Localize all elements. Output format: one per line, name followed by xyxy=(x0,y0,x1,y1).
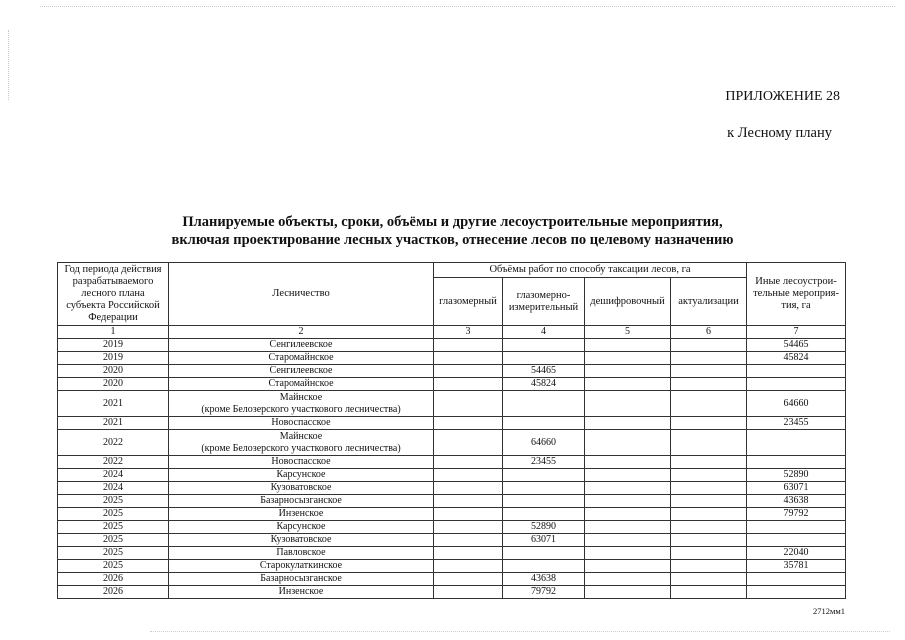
cell-eye-measure: 23455 xyxy=(503,456,585,469)
cell-eye xyxy=(434,482,503,495)
cell-eye-measure xyxy=(503,560,585,573)
cell-year: 2021 xyxy=(58,417,169,430)
forestry-line: Павловское xyxy=(276,547,326,558)
cell-update xyxy=(671,521,747,534)
forestry-line: (кроме Белозерского участкового лесничества) xyxy=(201,403,401,415)
table-row xyxy=(58,339,846,352)
table-row xyxy=(58,456,846,469)
header-update: актуализации xyxy=(671,278,747,326)
cell-other xyxy=(747,365,846,378)
column-number: 7 xyxy=(747,326,846,339)
table-row xyxy=(58,482,846,495)
cell-year: 2025 xyxy=(58,508,169,521)
cell-other: 64660 xyxy=(747,391,846,417)
cell-update xyxy=(671,495,747,508)
cell-other: 35781 xyxy=(747,560,846,573)
cell-forestry xyxy=(169,339,434,352)
cell-update xyxy=(671,456,747,469)
cell-eye-measure: 43638 xyxy=(503,573,585,586)
document-title xyxy=(0,213,905,249)
cell-eye-measure xyxy=(503,391,585,417)
cell-other xyxy=(747,534,846,547)
cell-forestry xyxy=(169,391,434,417)
appendix-subtitle: к Лесному плану xyxy=(727,125,832,141)
cell-update xyxy=(671,482,747,495)
cell-forestry xyxy=(169,378,434,391)
table-row xyxy=(58,469,846,482)
cell-forestry xyxy=(169,482,434,495)
header-volumes-group: Объёмы работ по способу таксации лесов, га xyxy=(434,263,747,278)
cell-eye xyxy=(434,456,503,469)
header-year-line: лесного плана xyxy=(81,288,145,299)
forestry-line: Инзенское xyxy=(278,586,324,597)
cell-eye-measure: 52890 xyxy=(503,521,585,534)
cell-other xyxy=(747,456,846,469)
cell-forestry xyxy=(169,352,434,365)
cell-decoding xyxy=(585,417,671,430)
forestry-line: Майнское xyxy=(279,430,323,442)
cell-eye-measure xyxy=(503,417,585,430)
table-row xyxy=(58,417,846,430)
cell-decoding xyxy=(585,378,671,391)
header-year-line: разрабатываемого xyxy=(72,276,154,287)
cell-eye xyxy=(434,495,503,508)
cell-update xyxy=(671,352,747,365)
cell-decoding xyxy=(585,391,671,417)
cell-other xyxy=(747,586,846,599)
forestry-line: Майнское xyxy=(279,391,323,403)
cell-year: 2020 xyxy=(58,378,169,391)
cell-forestry xyxy=(169,547,434,560)
header-eye-measure-line: измерительный xyxy=(508,301,579,313)
cell-eye-measure: 79792 xyxy=(503,586,585,599)
cell-decoding xyxy=(585,482,671,495)
forestry-line: Кузоватовское xyxy=(270,534,332,545)
forestry-line: Сенгилеевское xyxy=(269,365,333,376)
cell-decoding xyxy=(585,339,671,352)
cell-update xyxy=(671,586,747,599)
cell-update xyxy=(671,417,747,430)
cell-decoding xyxy=(585,365,671,378)
header-other-line: Иные лесоустрои- xyxy=(755,276,837,287)
cell-eye-measure xyxy=(503,508,585,521)
cell-update xyxy=(671,391,747,417)
forestry-line: Карсунское xyxy=(276,521,326,532)
cell-other: 23455 xyxy=(747,417,846,430)
cell-forestry xyxy=(169,417,434,430)
forestry-line: Кузоватовское xyxy=(270,482,332,493)
title-line-2: включая проектирование лесных участков, отнесение лесов по целевому назначению xyxy=(171,232,734,248)
cell-other xyxy=(747,573,846,586)
cell-update xyxy=(671,430,747,456)
table-row xyxy=(58,430,846,456)
forestry-line: Старомайнское xyxy=(268,378,334,389)
cell-year: 2019 xyxy=(58,339,169,352)
cell-year: 2022 xyxy=(58,456,169,469)
header-decoding: дешифровочный xyxy=(585,278,671,326)
cell-decoding xyxy=(585,456,671,469)
table-row xyxy=(58,560,846,573)
cell-update xyxy=(671,378,747,391)
cell-eye xyxy=(434,521,503,534)
forestry-line: Сенгилеевское xyxy=(269,339,333,350)
cell-other xyxy=(747,430,846,456)
forestry-line: Карсунское xyxy=(276,469,326,480)
cell-decoding xyxy=(585,352,671,365)
forestry-line: Старомайнское xyxy=(268,352,334,363)
column-number: 3 xyxy=(434,326,503,339)
cell-decoding xyxy=(585,547,671,560)
forestry-line: Базарносызганское xyxy=(260,573,342,584)
cell-eye-measure: 63071 xyxy=(503,534,585,547)
cell-update xyxy=(671,573,747,586)
cell-update xyxy=(671,560,747,573)
cell-forestry xyxy=(169,456,434,469)
cell-eye xyxy=(434,365,503,378)
table-row xyxy=(58,378,846,391)
table-row xyxy=(58,352,846,365)
header-forestry: Лесничество xyxy=(169,263,434,326)
cell-eye xyxy=(434,547,503,560)
forestry-line: Новоспасское xyxy=(271,456,331,467)
cell-eye xyxy=(434,352,503,365)
cell-update xyxy=(671,508,747,521)
table-row xyxy=(58,547,846,560)
cell-forestry xyxy=(169,586,434,599)
cell-eye-measure: 45824 xyxy=(503,378,585,391)
title-line-1: Планируемые объекты, сроки, объёмы и другие лесоустроительные мероприятия, xyxy=(182,214,723,230)
cell-other: 79792 xyxy=(747,508,846,521)
appendix-label: ПРИЛОЖЕНИЕ 28 xyxy=(725,89,840,104)
column-number-row xyxy=(58,326,846,339)
cell-other: 45824 xyxy=(747,352,846,365)
header-eye: глазомерный xyxy=(434,278,503,326)
cell-forestry xyxy=(169,560,434,573)
header-year-line: Год периода действия xyxy=(64,264,162,275)
header-year xyxy=(58,263,169,326)
cell-forestry xyxy=(169,521,434,534)
header-other-activities xyxy=(747,263,846,326)
header-year-line: Федерации xyxy=(88,312,138,323)
cell-decoding xyxy=(585,586,671,599)
table-row xyxy=(58,586,846,599)
cell-year: 2025 xyxy=(58,547,169,560)
forestry-line: Базарносызганское xyxy=(260,495,342,506)
table-body xyxy=(58,339,846,599)
header-other-line: тельные мероприя- xyxy=(753,288,839,299)
cell-other xyxy=(747,378,846,391)
cell-forestry xyxy=(169,573,434,586)
cell-eye xyxy=(434,469,503,482)
forestry-line: Новоспасское xyxy=(271,417,331,428)
cell-other: 22040 xyxy=(747,547,846,560)
cell-eye xyxy=(434,417,503,430)
cell-year: 2021 xyxy=(58,391,169,417)
header-eye-measure xyxy=(503,278,585,326)
cell-update xyxy=(671,547,747,560)
scan-artifact-bottom xyxy=(150,631,890,632)
cell-year: 2020 xyxy=(58,365,169,378)
cell-decoding xyxy=(585,560,671,573)
cell-decoding xyxy=(585,469,671,482)
cell-eye xyxy=(434,391,503,417)
cell-eye-measure xyxy=(503,352,585,365)
cell-eye-measure: 64660 xyxy=(503,430,585,456)
table-row xyxy=(58,521,846,534)
forestry-line: (кроме Белозерского участкового лесничества) xyxy=(201,442,401,454)
cell-year: 2025 xyxy=(58,521,169,534)
cell-other: 52890 xyxy=(747,469,846,482)
forestry-line: Инзенское xyxy=(278,508,324,519)
table-row xyxy=(58,573,846,586)
table-row xyxy=(58,391,846,417)
cell-other: 43638 xyxy=(747,495,846,508)
cell-year: 2024 xyxy=(58,482,169,495)
cell-eye-measure xyxy=(503,495,585,508)
cell-eye-measure xyxy=(503,469,585,482)
column-number: 6 xyxy=(671,326,747,339)
header-eye-measure-line: глазомерно- xyxy=(516,289,571,301)
cell-eye-measure xyxy=(503,547,585,560)
footer-code: 2712мм1 xyxy=(812,606,845,616)
cell-forestry xyxy=(169,495,434,508)
cell-forestry xyxy=(169,430,434,456)
cell-decoding xyxy=(585,495,671,508)
cell-eye xyxy=(434,508,503,521)
cell-update xyxy=(671,469,747,482)
cell-year: 2025 xyxy=(58,534,169,547)
cell-eye xyxy=(434,430,503,456)
cell-other: 63071 xyxy=(747,482,846,495)
cell-eye xyxy=(434,378,503,391)
cell-decoding xyxy=(585,430,671,456)
cell-decoding xyxy=(585,521,671,534)
forestry-line: Старокулаткинское xyxy=(259,560,343,571)
cell-eye xyxy=(434,586,503,599)
table-header xyxy=(58,263,846,339)
cell-forestry xyxy=(169,534,434,547)
cell-year: 2019 xyxy=(58,352,169,365)
cell-year: 2024 xyxy=(58,469,169,482)
cell-year: 2025 xyxy=(58,495,169,508)
cell-eye xyxy=(434,573,503,586)
cell-forestry xyxy=(169,508,434,521)
scan-artifact-top xyxy=(40,6,895,7)
cell-decoding xyxy=(585,573,671,586)
header-year-line: субъекта Российской xyxy=(66,300,160,311)
cell-other: 54465 xyxy=(747,339,846,352)
cell-year: 2022 xyxy=(58,430,169,456)
column-number: 5 xyxy=(585,326,671,339)
cell-year: 2026 xyxy=(58,586,169,599)
cell-eye xyxy=(434,534,503,547)
table-row xyxy=(58,508,846,521)
cell-eye-measure: 54465 xyxy=(503,365,585,378)
cell-update xyxy=(671,365,747,378)
cell-eye-measure xyxy=(503,482,585,495)
cell-eye xyxy=(434,339,503,352)
header-row-1 xyxy=(58,263,846,278)
table-row xyxy=(58,495,846,508)
column-number: 2 xyxy=(169,326,434,339)
cell-eye xyxy=(434,560,503,573)
cell-other xyxy=(747,521,846,534)
cell-decoding xyxy=(585,508,671,521)
cell-update xyxy=(671,534,747,547)
scan-artifact-left xyxy=(8,30,9,100)
table-row xyxy=(58,365,846,378)
table-row xyxy=(58,534,846,547)
cell-year: 2025 xyxy=(58,560,169,573)
cell-decoding xyxy=(585,534,671,547)
cell-year: 2026 xyxy=(58,573,169,586)
column-number: 1 xyxy=(58,326,169,339)
column-number: 4 xyxy=(503,326,585,339)
cell-update xyxy=(671,339,747,352)
forest-plan-table xyxy=(57,262,846,599)
cell-forestry xyxy=(169,469,434,482)
header-other-line: тия, га xyxy=(781,300,811,311)
cell-forestry xyxy=(169,365,434,378)
cell-eye-measure xyxy=(503,339,585,352)
